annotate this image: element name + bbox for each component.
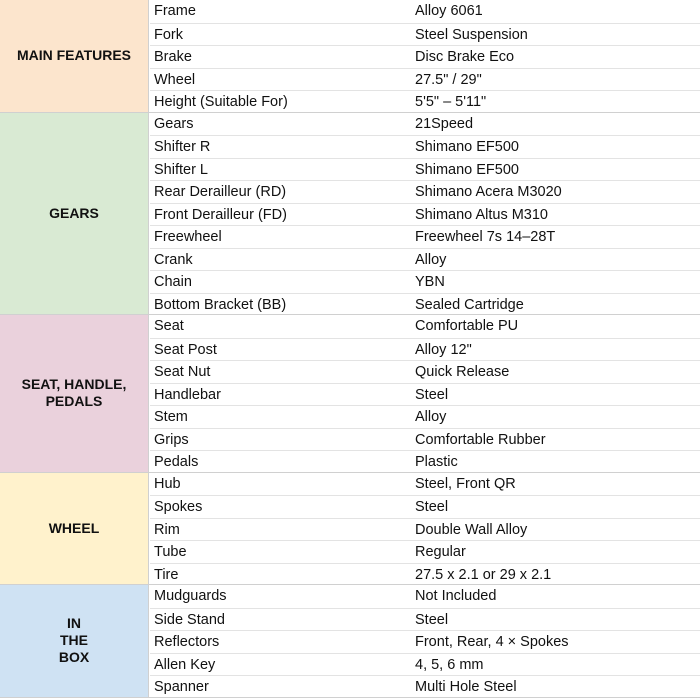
spec-value: Plastic xyxy=(415,454,458,470)
spec-value: Shimano Acera M3020 xyxy=(415,184,562,200)
spec-value: Alloy xyxy=(415,251,447,268)
spec-label: Allen Key xyxy=(154,656,216,673)
section-header: GEARS xyxy=(0,113,149,315)
spec-label: Tube xyxy=(154,544,187,560)
spec-row xyxy=(150,23,700,46)
spec-label: Height (Suitable For) xyxy=(154,94,288,110)
spec-value: Steel, Front QR xyxy=(415,475,516,492)
spec-label: Shifter L xyxy=(154,161,208,178)
spec-value: Alloy 6061 xyxy=(415,3,483,19)
spec-value: 27.5" / 29" xyxy=(415,71,482,88)
spec-row xyxy=(150,675,700,698)
spec-label: Mudguards xyxy=(154,588,227,604)
spec-row xyxy=(150,450,700,473)
spec-section xyxy=(0,585,700,698)
spec-row xyxy=(150,518,700,541)
spec-row xyxy=(150,383,700,406)
spec-label: Seat Post xyxy=(154,341,217,358)
spec-row xyxy=(150,0,700,23)
spec-value: Multi Hole Steel xyxy=(415,679,517,695)
section-header: MAIN FEATURES xyxy=(0,0,149,112)
spec-label: Seat xyxy=(154,318,184,334)
spec-value: Shimano Altus M310 xyxy=(415,206,548,223)
spec-row xyxy=(150,180,700,203)
spec-value: Steel xyxy=(415,386,449,403)
section-rows xyxy=(150,473,700,586)
spec-value: Regular xyxy=(415,544,466,560)
spec-value: Alloy 12" xyxy=(415,341,472,358)
section-header: SEAT, HANDLE, PEDALS xyxy=(0,315,149,472)
spec-label: Rim xyxy=(154,521,180,538)
spec-label: Pedals xyxy=(154,454,199,470)
spec-label: Stem xyxy=(154,409,188,425)
spec-label: Front Derailleur (FD) xyxy=(154,206,287,223)
spec-row xyxy=(150,585,700,608)
spec-value: Shimano EF500 xyxy=(415,161,519,178)
spec-row xyxy=(150,428,700,451)
spec-label: Grips xyxy=(154,431,189,448)
spec-section xyxy=(0,315,700,473)
spec-label: Frame xyxy=(154,3,196,19)
section-rows xyxy=(150,585,700,698)
spec-row xyxy=(150,158,700,181)
spec-value: Shimano EF500 xyxy=(415,139,519,155)
spec-label: Crank xyxy=(154,251,193,268)
spec-row xyxy=(150,540,700,563)
spec-label: Bottom Bracket (BB) xyxy=(154,296,287,313)
spec-value: Alloy xyxy=(415,409,447,425)
spec-row xyxy=(150,608,700,631)
spec-label: Seat Nut xyxy=(154,364,211,380)
spec-label: Brake xyxy=(154,49,192,65)
spec-value: Steel xyxy=(415,499,449,515)
spec-value: Sealed Cartridge xyxy=(415,296,524,313)
spec-value: YBN xyxy=(415,274,445,290)
section-rows xyxy=(150,113,700,316)
spec-row xyxy=(150,135,700,158)
spec-value: Disc Brake Eco xyxy=(415,49,515,65)
spec-row xyxy=(150,270,700,293)
section-header: IN THE BOX xyxy=(0,585,149,697)
spec-row xyxy=(150,630,700,653)
spec-value: Quick Release xyxy=(415,364,510,380)
spec-value: 21Speed xyxy=(415,115,474,132)
spec-label: Side Stand xyxy=(154,611,225,628)
spec-row xyxy=(150,653,700,676)
spec-value: Front, Rear, 4 × Spokes xyxy=(415,634,569,650)
section-rows xyxy=(150,0,700,113)
spec-row xyxy=(150,495,700,518)
spec-label: Handlebar xyxy=(154,386,221,403)
spec-section xyxy=(0,113,700,316)
spec-row xyxy=(150,473,700,496)
spec-value: Comfortable Rubber xyxy=(415,431,546,448)
spec-label: Reflectors xyxy=(154,634,220,650)
spec-label: Chain xyxy=(154,274,192,290)
spec-section xyxy=(0,473,700,586)
spec-label: Freewheel xyxy=(154,229,222,245)
spec-row xyxy=(150,113,700,136)
spec-row xyxy=(150,315,700,338)
spec-label: Gears xyxy=(154,115,194,132)
spec-row xyxy=(150,360,700,383)
spec-value: Freewheel 7s 14–28T xyxy=(415,229,556,245)
spec-row xyxy=(150,225,700,248)
spec-label: Spokes xyxy=(154,499,203,515)
spec-section xyxy=(0,0,700,113)
spec-value: Steel Suspension xyxy=(415,26,528,43)
spec-value: 5'5" – 5'11" xyxy=(415,94,487,110)
spec-label: Wheel xyxy=(154,71,196,88)
spec-row xyxy=(150,90,700,113)
section-rows xyxy=(150,315,700,473)
spec-label: Fork xyxy=(154,26,183,43)
spec-label: Tire xyxy=(154,566,179,583)
spec-value: 27.5 x 2.1 or 29 x 2.1 xyxy=(415,566,552,583)
spec-label: Rear Derailleur (RD) xyxy=(154,184,287,200)
spec-value: Not Included xyxy=(415,588,497,604)
spec-label: Shifter R xyxy=(154,139,211,155)
spec-label: Spanner xyxy=(154,679,209,695)
spec-value: Double Wall Alloy xyxy=(415,521,528,538)
spec-value: Comfortable PU xyxy=(415,318,519,334)
section-header: WHEEL xyxy=(0,473,149,585)
spec-value: Steel xyxy=(415,611,449,628)
spec-row xyxy=(150,338,700,361)
spec-row xyxy=(150,45,700,68)
spec-row xyxy=(150,68,700,91)
spec-row xyxy=(150,563,700,586)
spec-row xyxy=(150,203,700,226)
spec-row xyxy=(150,248,700,271)
spec-row xyxy=(150,405,700,428)
spec-value: 4, 5, 6 mm xyxy=(415,656,484,673)
spec-row xyxy=(150,293,700,316)
spec-label: Hub xyxy=(154,475,181,492)
